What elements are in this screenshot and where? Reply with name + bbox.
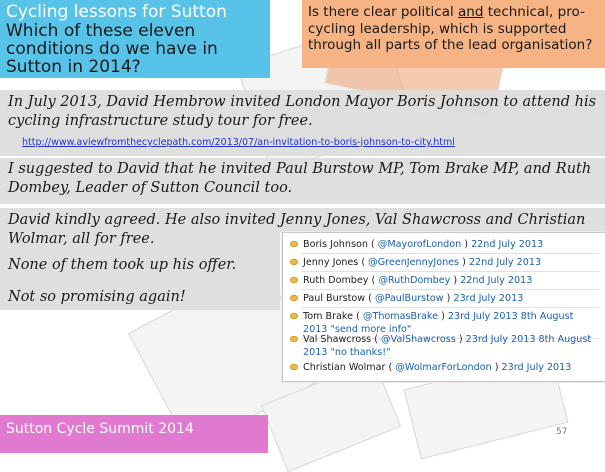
invitee-item: Tom Brake ( @ThomasBrake ) 23rd July 2013 8th August 2013 "send more info" bbox=[283, 310, 599, 336]
paragraph-suggestion: I suggested to David that he invited Paul Burstow MP, Tom Brake MP, and Ruth Dombey, Leader of Sutton Council too. bbox=[8, 161, 592, 196]
bullet-icon bbox=[290, 259, 298, 265]
invitee-item: Val Shawcross ( @ValShawcross ) 23rd July 2013 8th August 2013 "no thanks!" bbox=[283, 333, 599, 359]
question-text-underlined: and bbox=[458, 4, 484, 20]
slide-heading: Which of these eleven conditions do we have in Sutton in 2014? bbox=[6, 21, 218, 77]
reply-date[interactable]: 23rd July 2013 bbox=[447, 311, 518, 322]
paragraph-invitation: In July 2013, David Hembrow invited London Mayor Boris Johnson to attend his cycling infrastructure study tour for free. bbox=[8, 94, 597, 129]
invitee-item: Paul Burstow ( @PaulBurstow ) 23rd July 2013 bbox=[283, 292, 599, 305]
bullet-icon bbox=[290, 277, 298, 283]
invitee-name: Val Shawcross bbox=[303, 334, 372, 345]
twitter-handle[interactable]: @GreenJennyJones bbox=[368, 257, 460, 268]
reply-note[interactable]: 8th August 2013 "no thanks!" bbox=[303, 334, 592, 358]
reply-date[interactable]: 22nd July 2013 bbox=[471, 239, 544, 250]
question-box bbox=[302, 0, 605, 68]
invitee-item: Jenny Jones ( @GreenJennyJones ) 22nd July 2013 bbox=[283, 256, 599, 269]
twitter-handle[interactable]: @MayorofLondon bbox=[377, 239, 462, 250]
blog-link[interactable]: http://www.aviewfromthecyclepath.com/2013/07/an-invitation-to-boris-johnson-to-city.html bbox=[22, 137, 455, 148]
reply-date[interactable]: 22nd July 2013 bbox=[468, 257, 542, 268]
bullet-icon bbox=[290, 313, 298, 319]
reply-date[interactable]: 23rd July 2013 bbox=[501, 362, 572, 373]
paragraph-declined: None of them took up his offer. bbox=[8, 257, 237, 273]
bullet-icon bbox=[290, 241, 298, 247]
invitee-item: Boris Johnson ( @MayorofLondon ) 22nd July 2013 bbox=[283, 238, 599, 251]
bullet-icon bbox=[290, 364, 298, 370]
paragraph-conclusion: Not so promising again! bbox=[8, 289, 186, 305]
page-number: 57 bbox=[556, 427, 568, 437]
invitee-item: Ruth Dombey ( @RuthDombey ) 22nd July 2013 bbox=[283, 274, 599, 287]
bullet-icon bbox=[290, 295, 298, 301]
twitter-handle[interactable]: @RuthDombey bbox=[378, 275, 451, 286]
reply-note[interactable]: 8th August 2013 "send more info" bbox=[303, 311, 574, 335]
title-box bbox=[0, 0, 270, 78]
twitter-handle[interactable]: @ValShawcross bbox=[381, 334, 456, 345]
invitee-name: Tom Brake bbox=[303, 311, 354, 322]
invitee-name: Paul Burstow bbox=[303, 293, 366, 304]
reply-date[interactable]: 22nd July 2013 bbox=[460, 275, 533, 286]
twitter-handle[interactable]: @PaulBurstow bbox=[374, 293, 444, 304]
question-text bbox=[308, 4, 602, 54]
twitter-handle[interactable]: @WolmarForLondon bbox=[395, 362, 492, 373]
invitee-name: Ruth Dombey bbox=[303, 275, 369, 286]
question-text-end: technical, pro-cycling leadership, which is supported through all parts of the lead organisation? bbox=[308, 4, 593, 53]
question-text-start: Is there clear political bbox=[308, 4, 459, 20]
twitter-handle[interactable]: @ThomasBrake bbox=[362, 311, 439, 322]
invitee-name: Boris Johnson bbox=[303, 239, 368, 250]
bullet-icon bbox=[290, 336, 298, 342]
reply-date[interactable]: 23rd July 2013 bbox=[453, 293, 524, 304]
invitee-name: Christian Wolmar bbox=[303, 362, 386, 373]
invitee-list bbox=[282, 232, 605, 382]
reply-date[interactable]: 23rd July 2013 bbox=[465, 334, 536, 345]
invitee-name: Jenny Jones bbox=[303, 257, 359, 268]
deck-title: Cycling lessons for Sutton bbox=[6, 2, 227, 22]
footer-title: Sutton Cycle Summit 2014 bbox=[6, 421, 194, 437]
paragraph-agreed: David kindly agreed. He also invited Jenny Jones, Val Shawcross and Christian Wolmar, all for free. bbox=[8, 212, 586, 247]
footer-box bbox=[0, 415, 268, 453]
invitee-item: Christian Wolmar ( @WolmarForLondon ) 23rd July 2013 bbox=[283, 361, 599, 374]
